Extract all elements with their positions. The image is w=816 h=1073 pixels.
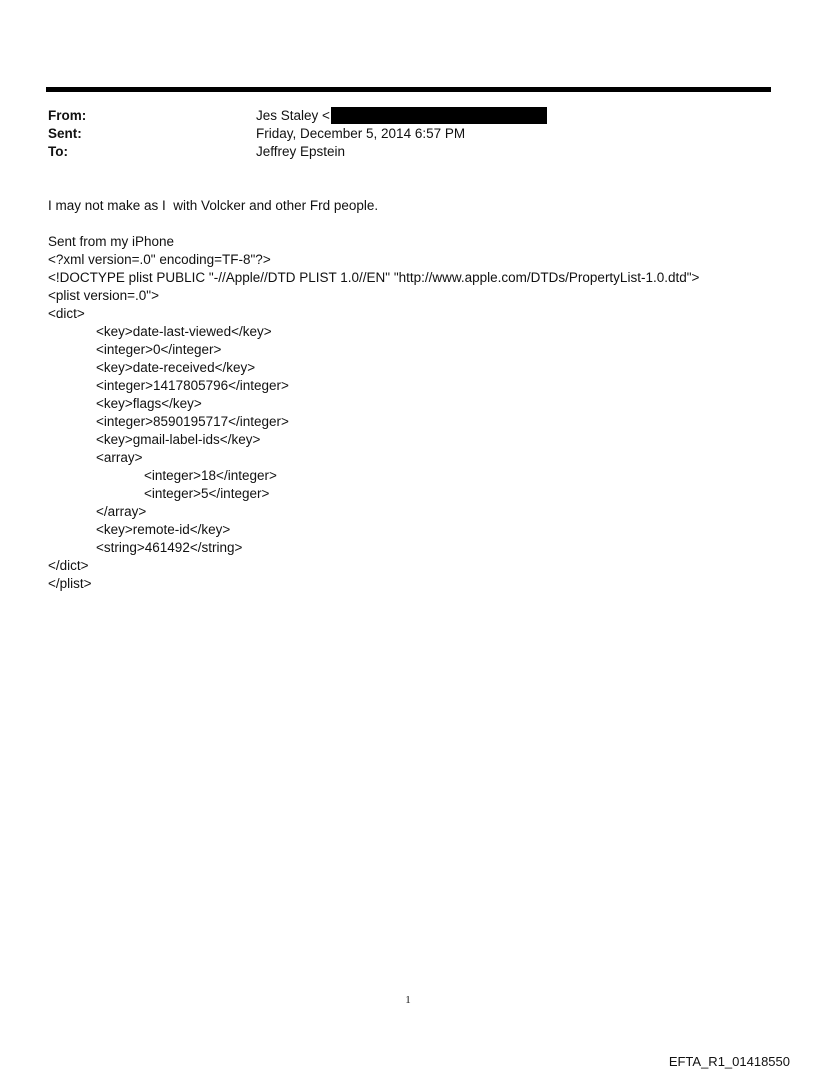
xml-line: <integer>1417805796</integer> bbox=[96, 378, 289, 393]
xml-line: <key>date-received</key> bbox=[96, 360, 256, 375]
from-value bbox=[256, 107, 547, 125]
xml-line: <key>gmail-label-ids</key> bbox=[96, 432, 261, 447]
xml-line: <key>date-last-viewed</key> bbox=[96, 324, 272, 339]
xml-line: <string>461492</string> bbox=[96, 540, 243, 555]
xml-line: <integer>18</integer> bbox=[144, 468, 277, 483]
xml-line: <integer>5</integer> bbox=[144, 486, 270, 501]
to-row bbox=[48, 143, 748, 161]
header-divider bbox=[46, 87, 771, 92]
xml-line: <key>flags</key> bbox=[96, 396, 202, 411]
email-body bbox=[48, 197, 788, 593]
dict-open-line: <dict> bbox=[48, 306, 85, 321]
spacer bbox=[48, 215, 788, 233]
email-header bbox=[48, 107, 748, 161]
sent-label: Sent: bbox=[48, 126, 82, 141]
xml-line: <array> bbox=[96, 450, 143, 465]
sent-row bbox=[48, 125, 748, 143]
to-value: Jeffrey Epstein bbox=[256, 144, 346, 159]
from-label: From: bbox=[48, 108, 87, 123]
xml-line: <integer>0</integer> bbox=[96, 342, 222, 357]
xml-line: </array> bbox=[96, 504, 147, 519]
from-row bbox=[48, 107, 748, 125]
sent-value: Friday, December 5, 2014 6:57 PM bbox=[256, 126, 466, 141]
xml-declaration-line: <?xml version=.0" encoding=TF-8"?> bbox=[48, 252, 271, 267]
page-number: 1 bbox=[405, 994, 411, 1006]
plist-open-line: <plist version=.0"> bbox=[48, 288, 159, 303]
to-label: To: bbox=[48, 144, 68, 159]
dict-close-line: </dict> bbox=[48, 558, 89, 573]
xml-line: <key>remote-id</key> bbox=[96, 522, 231, 537]
document-id: EFTA_R1_01418550 bbox=[668, 1054, 790, 1069]
signature-text: Sent from my iPhone bbox=[48, 234, 175, 249]
message-text: I may not make as I with Volcker and other Frd people. bbox=[48, 198, 379, 213]
doctype-line: <!DOCTYPE plist PUBLIC "-//Apple//DTD PLIST 1.0//EN" "http://www.apple.com/DTDs/PropertyList-1.0.dtd"> bbox=[48, 270, 700, 285]
from-sender: Jes Staley < bbox=[256, 108, 330, 123]
redaction-block bbox=[331, 107, 547, 124]
xml-line: <integer>8590195717</integer> bbox=[96, 414, 289, 429]
plist-close-line: </plist> bbox=[48, 576, 92, 591]
